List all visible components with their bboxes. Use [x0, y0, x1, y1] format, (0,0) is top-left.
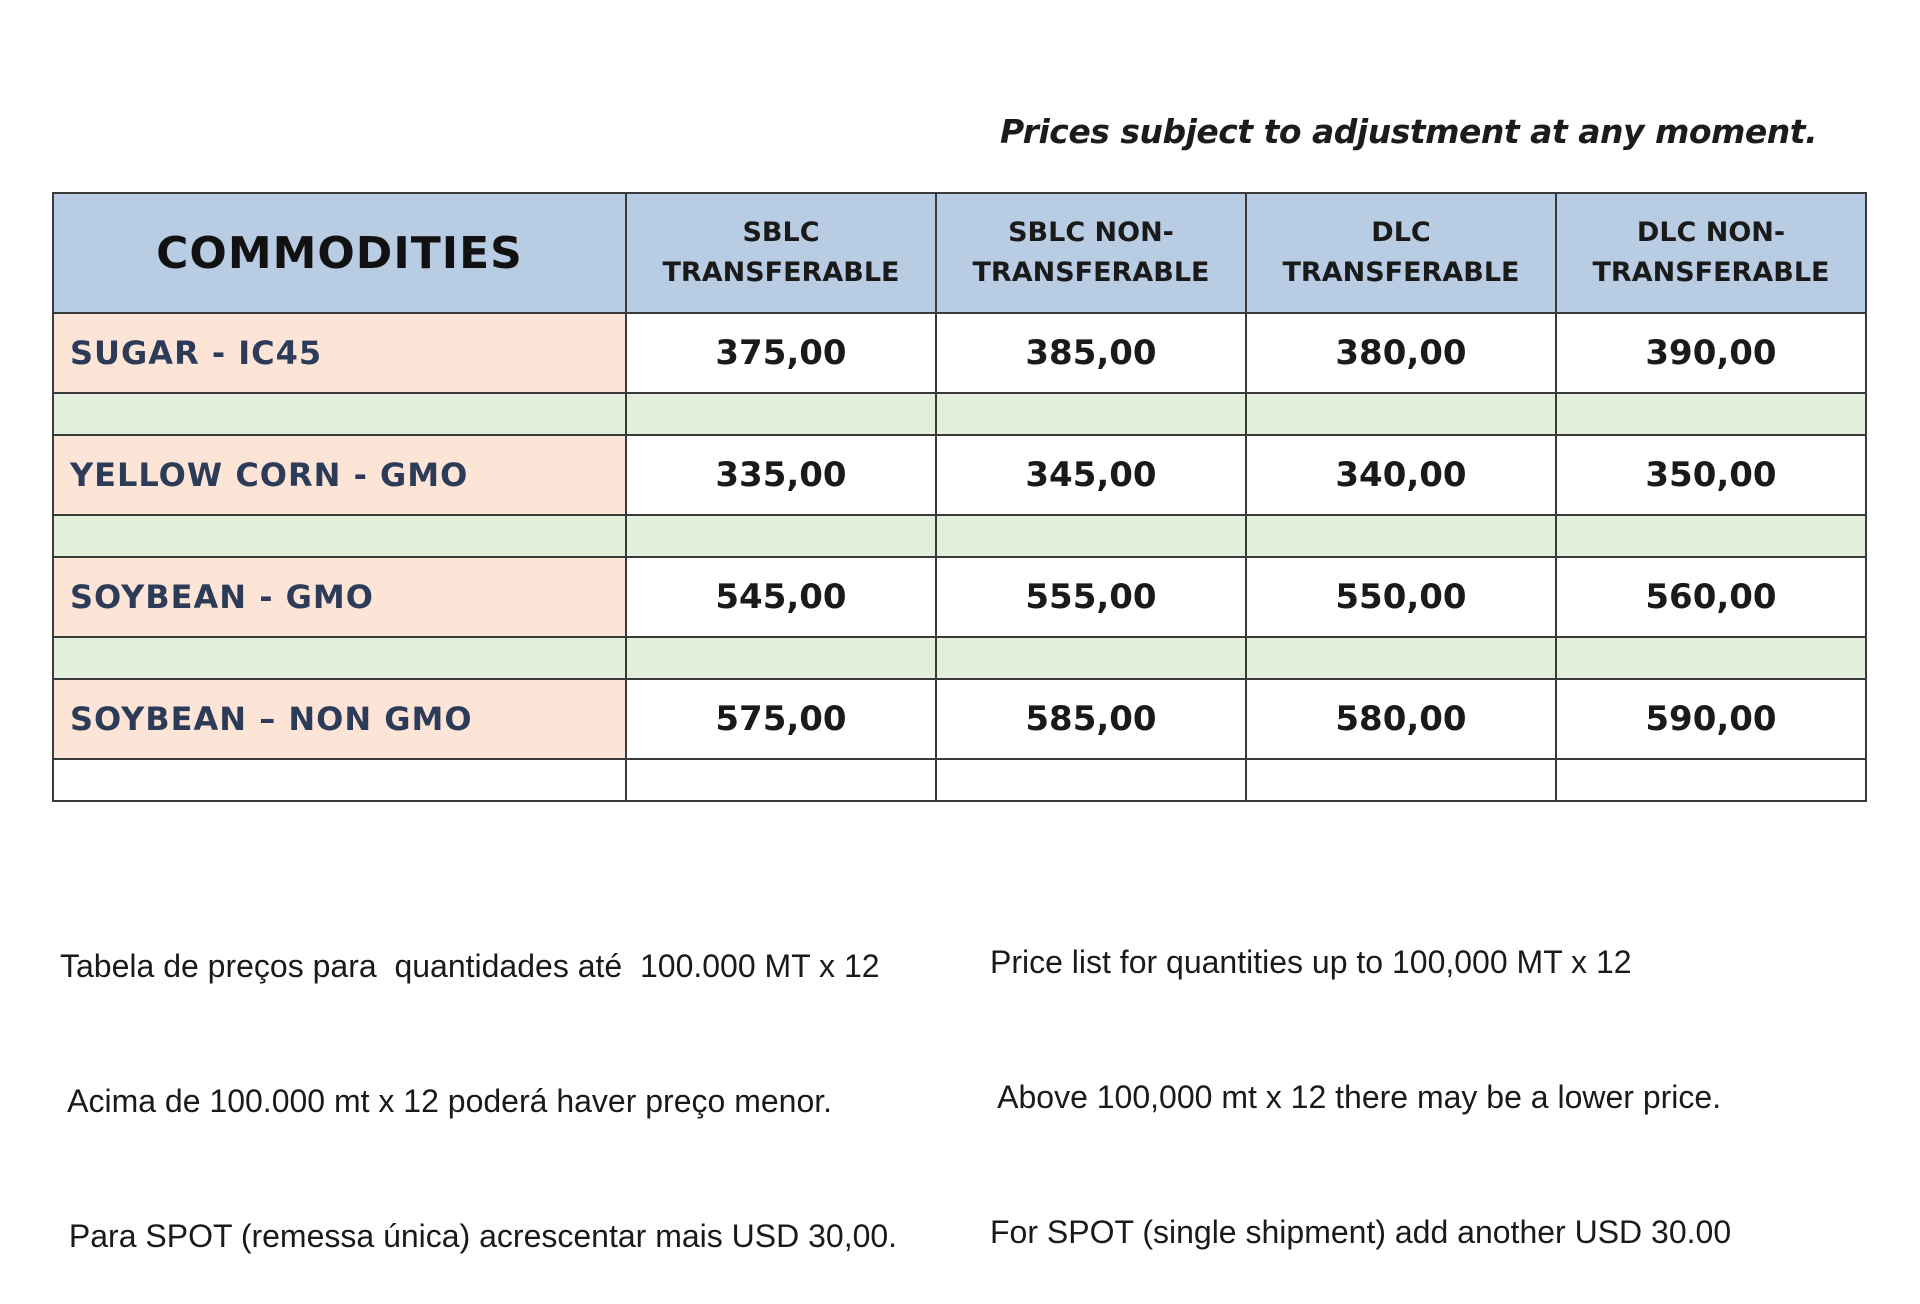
price-cell: 380,00	[1246, 313, 1556, 393]
spacer-row	[53, 393, 1866, 435]
spacer-row	[53, 759, 1866, 801]
table-row	[53, 435, 1866, 515]
price-cell: 345,00	[936, 435, 1246, 515]
header-line: DLC NON-	[1636, 217, 1786, 248]
header-sblc-non-transferable	[936, 193, 1246, 313]
price-cell: 390,00	[1556, 313, 1866, 393]
spacer-row	[53, 515, 1866, 557]
price-cell: 590,00	[1556, 679, 1866, 759]
price-cell: 335,00	[626, 435, 936, 515]
header-line: SBLC	[742, 217, 820, 248]
header-commodities: COMMODITIES	[53, 193, 626, 313]
note-line: Tabela de preços para quantidades até 100.000 MT x 12	[60, 948, 880, 984]
price-cell: 350,00	[1556, 435, 1866, 515]
note-line: Price list for quantities up to 100,000 MT x 12	[990, 944, 1632, 980]
header-line: TRANSFERABLE	[972, 257, 1210, 288]
table-row	[53, 313, 1866, 393]
header-line: DLC	[1371, 217, 1431, 248]
header-dlc-transferable	[1246, 193, 1556, 313]
header-line: TRANSFERABLE	[1592, 257, 1830, 288]
notes-portuguese	[60, 854, 897, 1304]
header-sblc-transferable	[626, 193, 936, 313]
header-line: TRANSFERABLE	[1282, 257, 1520, 288]
note-line: Acima de 100.000 mt x 12 poderá haver preço menor.	[60, 1083, 833, 1119]
price-cell: 375,00	[626, 313, 936, 393]
note-line: Para SPOT (remessa única) acrescentar mais USD 30,00.	[60, 1218, 898, 1254]
commodity-name: SOYBEAN - GMO	[53, 557, 626, 637]
note-line: Above 100,000 mt x 12 there may be a lower price.	[990, 1079, 1722, 1115]
table-header-row	[53, 193, 1866, 313]
table-row	[53, 679, 1866, 759]
notes-english	[990, 850, 1731, 1300]
price-table	[52, 192, 1867, 802]
price-cell: 580,00	[1246, 679, 1556, 759]
commodity-name: SOYBEAN – NON GMO	[53, 679, 626, 759]
header-dlc-non-transferable	[1556, 193, 1866, 313]
disclaimer-text: Prices subject to adjustment at any moment.	[1000, 112, 1818, 151]
price-cell: 385,00	[936, 313, 1246, 393]
header-line: SBLC NON-	[1008, 217, 1174, 248]
price-cell: 585,00	[936, 679, 1246, 759]
price-cell: 575,00	[626, 679, 936, 759]
table-row	[53, 557, 1866, 637]
commodity-name: SUGAR - IC45	[53, 313, 626, 393]
price-cell: 560,00	[1556, 557, 1866, 637]
commodity-name: YELLOW CORN - GMO	[53, 435, 626, 515]
price-cell: 545,00	[626, 557, 936, 637]
price-cell: 555,00	[936, 557, 1246, 637]
header-line: TRANSFERABLE	[662, 257, 900, 288]
price-cell: 340,00	[1246, 435, 1556, 515]
price-cell: 550,00	[1246, 557, 1556, 637]
note-line: For SPOT (single shipment) add another USD 30.00	[990, 1214, 1732, 1250]
spacer-row	[53, 637, 1866, 679]
